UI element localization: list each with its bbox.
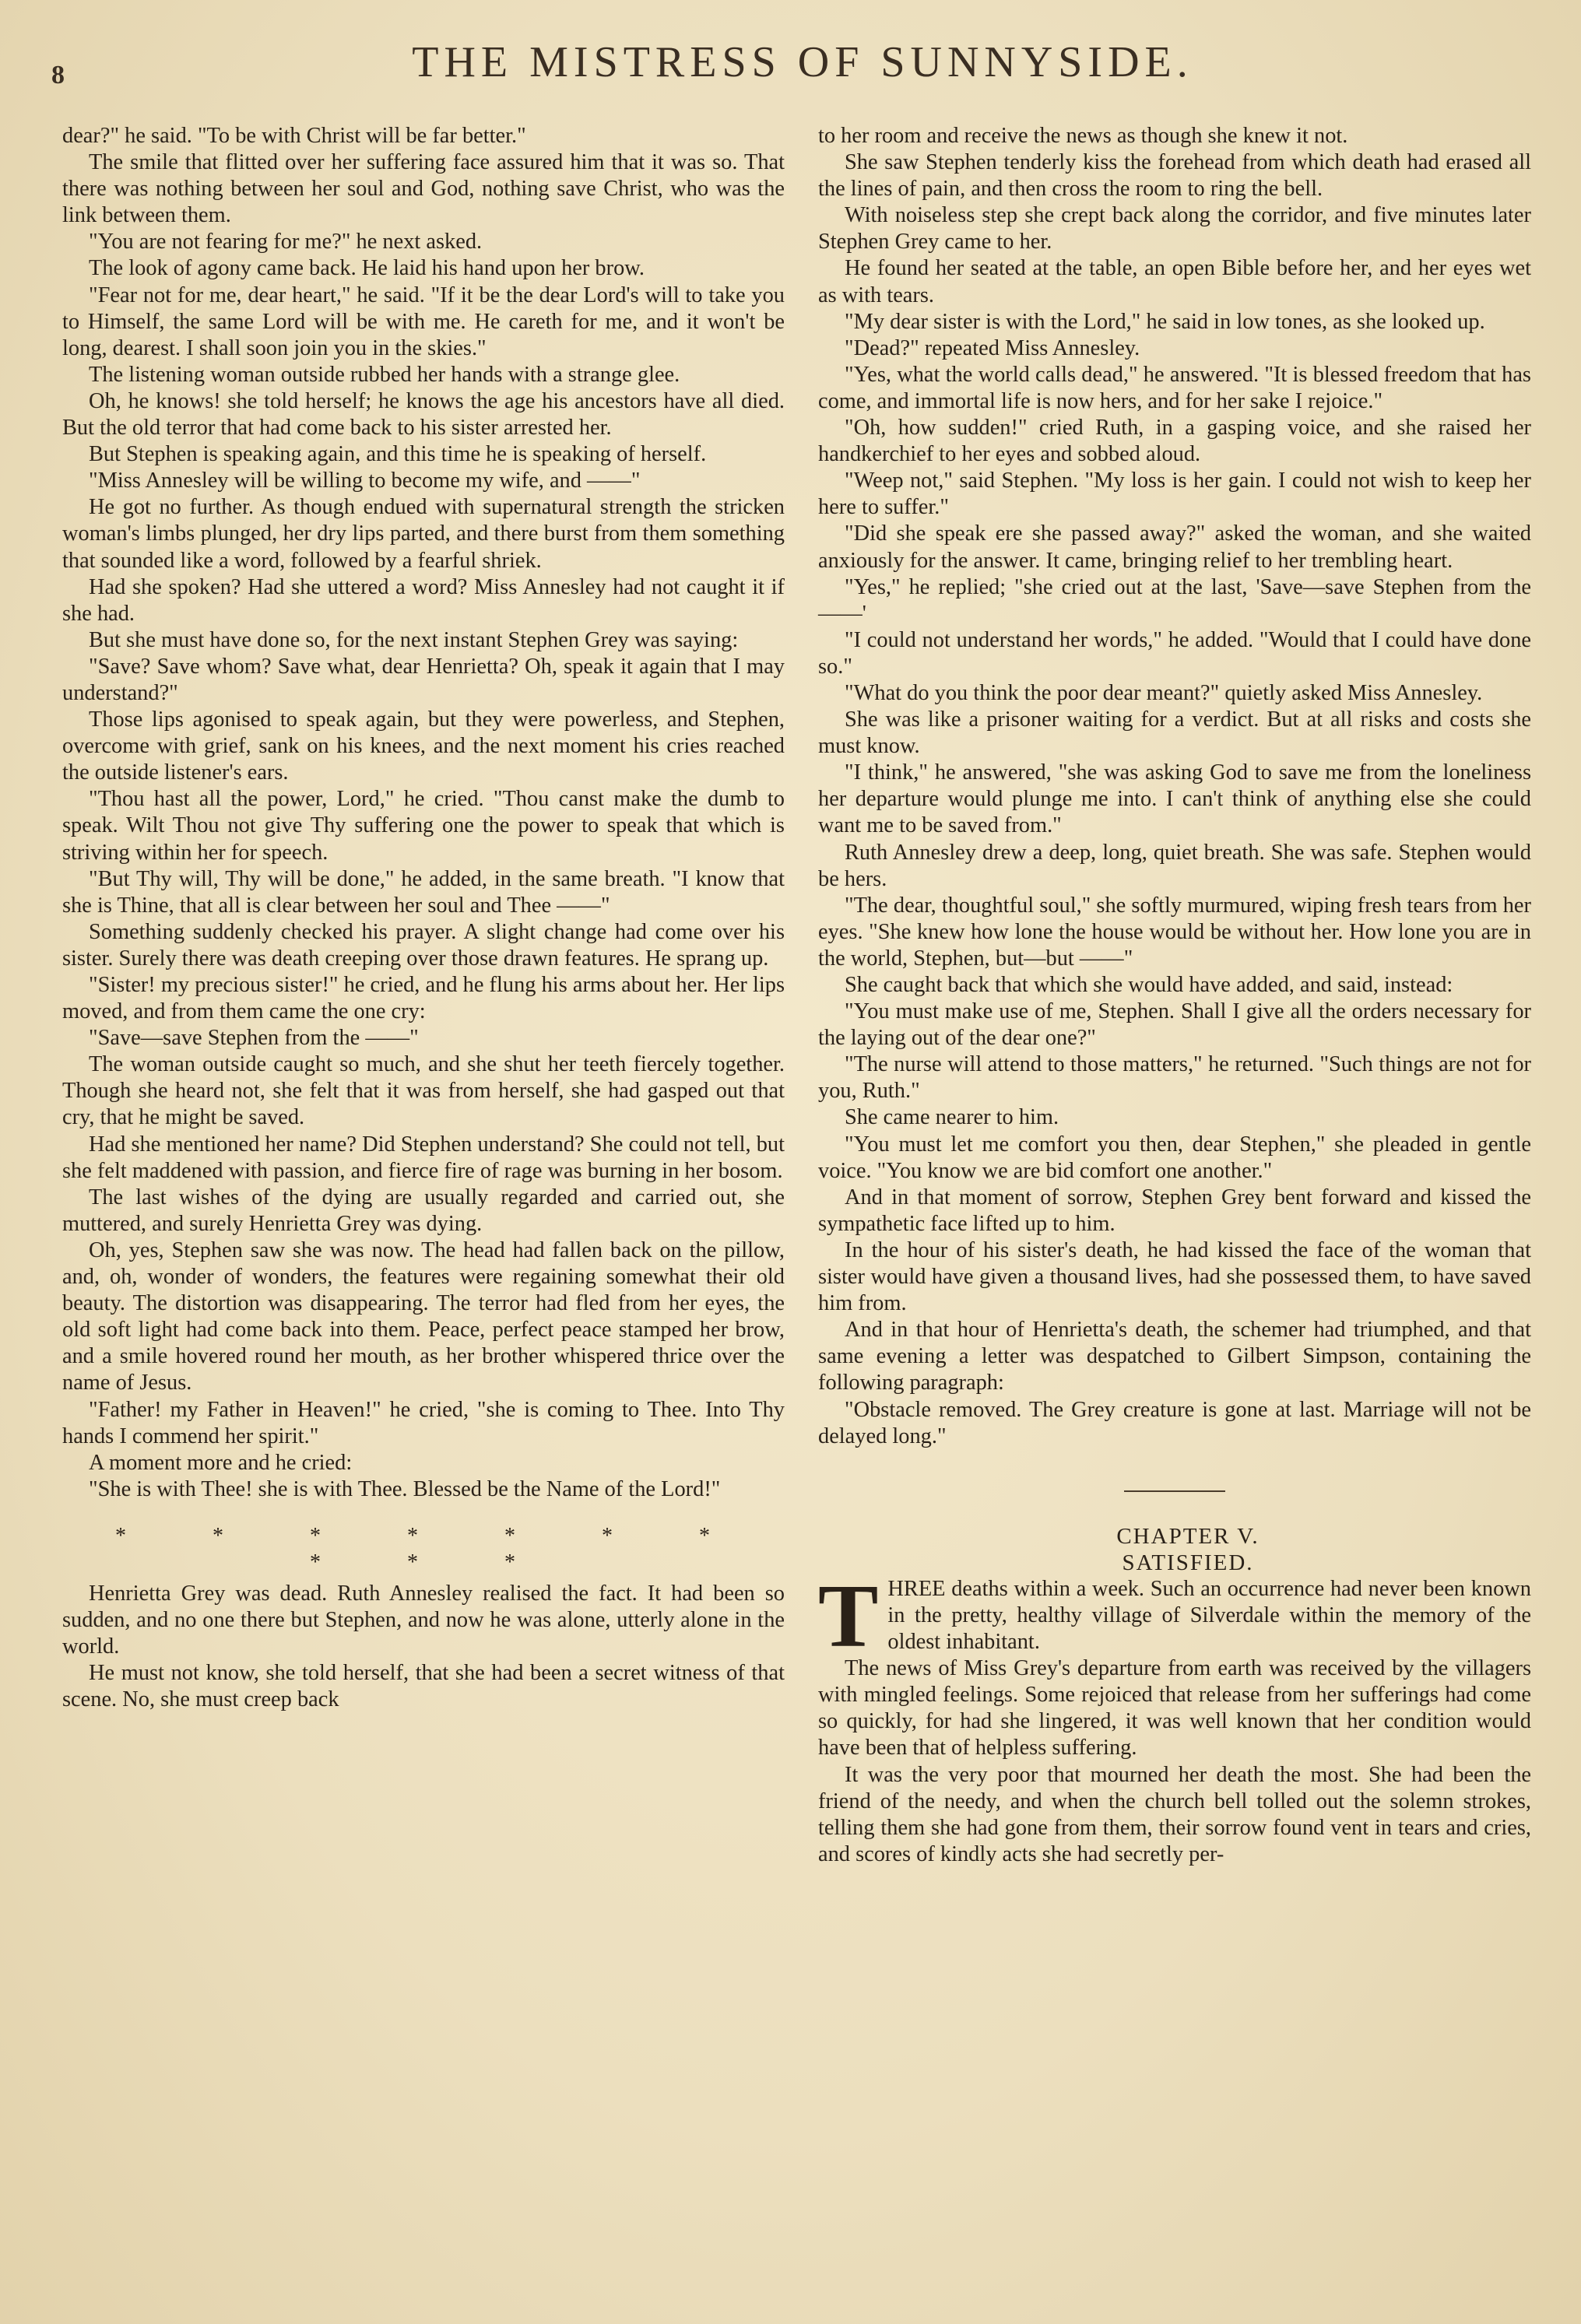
paragraph: Something suddenly checked his prayer. A slight change had come over his sister. Surely there was death creeping over those drawn features. He sprang up. xyxy=(62,919,785,971)
paragraph: The look of agony came back. He laid his hand upon her brow. xyxy=(89,256,645,281)
paragraph: She caught back that which she would have added, and said, instead: xyxy=(845,973,1453,997)
paragraph: "Yes, what the world calls dead," he answered. "It is blessed freedom that has come, and immortal life is now hers, and for her sake I rejoice." xyxy=(818,362,1531,413)
paragraph: "Thou hast all the power, Lord," he cried. "Thou canst make the dumb to speak. Wilt Thou not give Thy suffering one the power to speak that which is striving within her for speech. xyxy=(62,787,785,865)
paragraph: dear?" he said. "To be with Christ will be far better." xyxy=(62,124,526,148)
paragraph: It was the very poor that mourned her death the most. She had been the friend of the needy, and when the church bell tolled out the solemn strokes, telling them she had gone from them, their sorrow found vent in tears and cries, and scores of kindly acts she had secretly per- xyxy=(818,1762,1531,1866)
paragraph: "I could not understand her words," he added. "Would that I could have done so." xyxy=(818,627,1531,679)
paragraph: Those lips agonised to speak again, but they were powerless, and Stephen, overcome with grief, sank on his knees, and the next moment his cries reached the outside listener's ears. xyxy=(62,707,785,785)
page-header xyxy=(51,37,1554,100)
paragraph: He found her seated at the table, an open Bible before her, and her eyes wet as with tears. xyxy=(818,256,1531,307)
paragraph: With noiseless step she crept back along the corridor, and five minutes later Stephen Grey came to her. xyxy=(818,203,1531,255)
paragraph: The last wishes of the dying are usually regarded and carried out, she muttered, and surely Henrietta Grey was dying. xyxy=(62,1185,785,1236)
paragraph: He must not know, she told herself, that she had been a secret witness of that scene. No, she must creep back xyxy=(62,1661,785,1712)
paragraph: Ruth Annesley drew a deep, long, quiet breath. She was safe. Stephen would be hers. xyxy=(818,840,1531,891)
paragraph: "Sister! my precious sister!" he cried, and he flung his arms about her. Her lips moved, and from them came the one cry: xyxy=(62,973,785,1024)
paragraph: "But Thy will, Thy will be done," he added, in the same breath. "I know that she is Thine, that all is clear between her soul and Thee ——" xyxy=(62,866,785,918)
paragraph: "Obstacle removed. The Grey creature is gone at last. Marriage will not be delayed long." xyxy=(818,1397,1531,1448)
paragraph: "I think," he answered, "she was asking God to save me from the loneliness her departure would plunge me into. I can't think of anything else she could want me to be saved from." xyxy=(818,760,1531,838)
paragraph: The listening woman outside rubbed her hands with a strange glee. xyxy=(89,362,680,387)
left-column-paragraphs xyxy=(62,123,785,1503)
paragraph: And in that moment of sorrow, Stephen Grey bent forward and kissed the sympathetic face lifted up to him. xyxy=(818,1185,1531,1236)
drop-cap: T xyxy=(818,1566,879,1666)
right-column-paragraphs xyxy=(818,123,1531,1450)
chapter-paragraphs xyxy=(818,1655,1531,1868)
paragraph: Had she spoken? Had she uttered a word? Miss Annesley had not caught it if she had. xyxy=(62,574,785,626)
paragraph: A moment more and he cried: xyxy=(89,1450,353,1475)
paragraph: "You must let me comfort you then, dear Stephen," she pleaded in gentle voice. "You know we are bid comfort one another." xyxy=(818,1132,1531,1183)
paragraph: "Dead?" repeated Miss Annesley. xyxy=(845,335,1140,360)
left-column-after-break xyxy=(62,1581,785,1713)
paragraph: She saw Stephen tenderly kiss the forehead from which death had erased all the lines of pain, and then cross the room to ring the bell. xyxy=(818,150,1531,202)
paragraph: She came nearer to him. xyxy=(845,1105,1059,1130)
right-column xyxy=(818,123,1531,2302)
paragraph: to her room and receive the news as though she knew it not. xyxy=(818,124,1348,148)
left-column xyxy=(62,123,785,2302)
chapter-divider-rule xyxy=(1124,1490,1225,1492)
paragraph: Henrietta Grey was dead. Ruth Annesley realised the fact. It had been so sudden, and no one there but Stephen, and now he was alone, utterly alone in the world. xyxy=(62,1582,785,1659)
chapter-opening-text: HREE deaths within a week. Such an occurrence had never been known in the pretty, healthy village of Silverdale within the memory of the oldest inhabitant. xyxy=(887,1576,1531,1655)
chapter-title: SATISFIED. xyxy=(1122,1550,1254,1575)
paragraph: "She is with Thee! she is with Thee. Blessed be the Name of the Lord!" xyxy=(89,1476,721,1501)
paragraph: "You must make use of me, Stephen. Shall I give all the orders necessary for the laying out of the dear one?" xyxy=(818,999,1531,1051)
paragraph: "Yes," he replied; "she cried out at the last, 'Save—save Stephen from the ——' xyxy=(818,574,1531,626)
page-number: 8 xyxy=(51,61,65,90)
paragraph: In the hour of his sister's death, he had kissed the face of the woman that sister would have given a thousand lives, had she possessed them, to have saved him from. xyxy=(818,1237,1531,1316)
paragraph: The news of Miss Grey's departure from earth was received by the villagers with mingled feelings. Some rejoiced that release from her sufferings had come so quickly, for had she lingered, it was well known that her condition would have been that of helpless suffering. xyxy=(818,1656,1531,1761)
paragraph: Oh, he knows! she told herself; he knows the age his ancestors have all died. But the old terror that had come back to his sister arrested her. xyxy=(62,388,785,441)
paragraph: "Oh, how sudden!" cried Ruth, in a gasping voice, and she raised her handkerchief to her eyes and sobbed aloud. xyxy=(818,416,1531,467)
paragraph: "What do you think the poor dear meant?" quietly asked Miss Annesley. xyxy=(845,680,1483,705)
paragraph: He got no further. As though endued with supernatural strength the stricken woman's limbs plunged, her dry lips parted, and there burst from them something that sounded like a word, followed by a fearful shriek. xyxy=(62,495,785,573)
paragraph: "Fear not for me, dear heart," he said. "If it be the dear Lord's will to take you to Himself, the same Lord will be with me. He careth for me, and it won't be long, dearest. I shall soon join you in the skies." xyxy=(62,283,785,360)
chapter-opening-paragraph xyxy=(818,1566,1531,1666)
paragraph: "Weep not," said Stephen. "My loss is her gain. I could not wish to keep her here to suffer." xyxy=(818,469,1531,520)
paragraph: The woman outside caught so much, and she shut her teeth fiercely together. Though she heard not, she felt that it was from herself, she had gasped out that cry, that he might be saved. xyxy=(62,1052,785,1130)
paragraph: "The dear, thoughtful soul," she softly murmured, wiping fresh tears from her eyes. "She knew how lone the house would be without her. How lone you are in the world, Stephen, but—but ——" xyxy=(818,893,1531,971)
paragraph: She was like a prisoner waiting for a verdict. But at all risks and costs she must know. xyxy=(818,707,1531,759)
section-break-stars: * * * * * * * * * * xyxy=(115,1523,750,1574)
paragraph: Had she mentioned her name? Did Stephen understand? She could not tell, but she felt maddened with passion, and fierce fire of rage was burning in her bosom. xyxy=(62,1132,785,1183)
paragraph: "My dear sister is with the Lord," he said in low tones, as she looked up. xyxy=(845,309,1485,334)
running-title: THE MISTRESS OF SUNNYSIDE. xyxy=(412,38,1193,86)
paragraph: "Father! my Father in Heaven!" he cried, "she is coming to Thee. Into Thy hands I commend her spirit." xyxy=(62,1397,785,1448)
paragraph: "You are not fearing for me?" he next asked. xyxy=(89,230,483,255)
paragraph: "Miss Annesley will be willing to become my wife, and ——" xyxy=(89,469,641,493)
chapter-number: CHAPTER V. xyxy=(1116,1523,1260,1549)
paragraph: But Stephen is speaking again, and this time he is speaking of herself. xyxy=(89,442,707,467)
paragraph: "The nurse will attend to those matters," he returned. "Such things are not for you, Ruth." xyxy=(818,1052,1531,1104)
paragraph: And in that hour of Henrietta's death, the schemer had triumphed, and that same evening a letter was despatched to Gilbert Simpson, containing the following paragraph: xyxy=(818,1318,1531,1395)
paragraph: "Save? Save whom? Save what, dear Henrietta? Oh, speak it again that I may understand?" xyxy=(62,654,785,705)
paragraph: The smile that flitted over her suffering face assured him that it was so. That there was nothing between her soul and God, nothing save Christ, who was the link between them. xyxy=(62,150,785,228)
paragraph: Oh, yes, Stephen saw she was now. The head had fallen back on the pillow, and, oh, wonder of wonders, the features were regaining somewhat their old beauty. The distortion was disappearing. The terror had fled from her eyes, the old soft light had come back into them. Peace, perfect peace stamped her brow, and a smile hovered round her mouth, as her brother whispered thrice over the name of Jesus. xyxy=(62,1237,785,1395)
paragraph: "Did she speak ere she passed away?" asked the woman, and she waited anxiously for the answer. It came, bringing relief to her trembling heart. xyxy=(818,521,1531,573)
paragraph: "Save—save Stephen from the ——" xyxy=(89,1026,419,1051)
paragraph: But she must have done so, for the next instant Stephen Grey was saying: xyxy=(89,627,739,652)
